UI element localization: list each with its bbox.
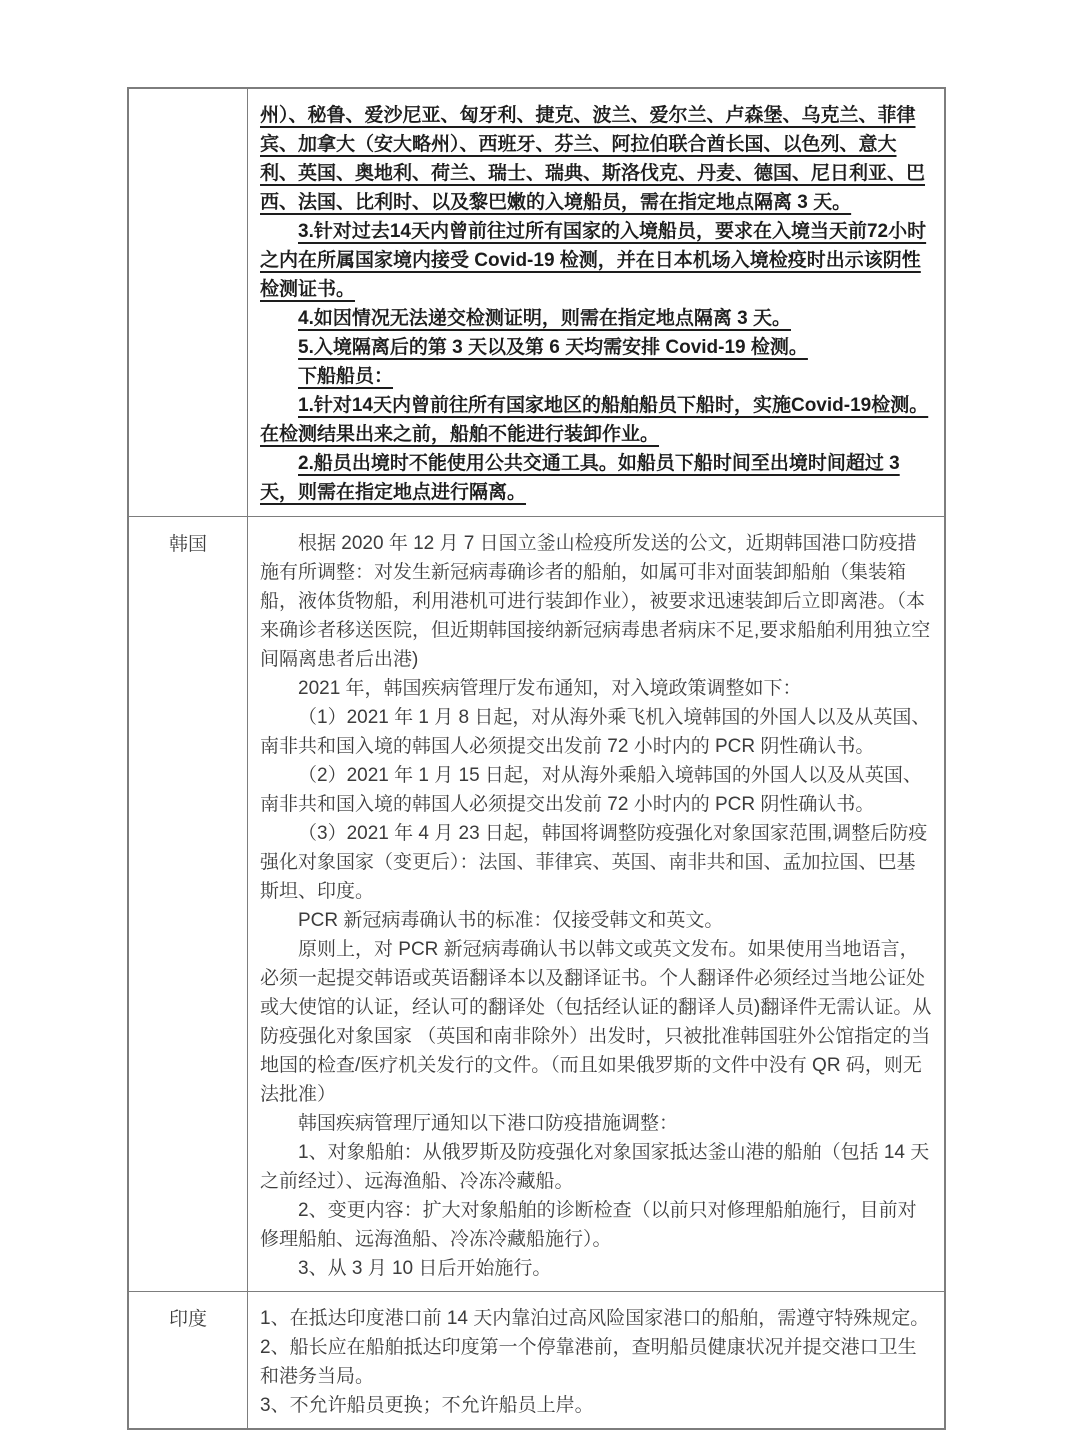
policy-paragraph: 2、变更内容：扩大对象船舶的诊断检查（以前只对修理船舶施行，目前对修理船舶、远海渔船、冷冻冷藏船施行）。 [260,1200,917,1250]
policy-paragraph: 原则上，对 PCR 新冠病毒确认书以韩文或英文发布。如果使用当地语言，必须一起提交韩语或英语翻译本以及翻译证书。个人翻译件必须经过当地公证处或大使馆的认证，经认可的翻译处（包括经认证的翻译人员)翻译件无需认证。从防疫强化对象国家 （英国和南非除外）出发时，只被批准韩国驻外公馆指定的当地国的检查/医疗机关发行的文件。（而且如果俄罗斯的文件中没有 QR 码，则无法批准） [260,939,932,1105]
policy-paragraph: 韩国疾病管理厅通知以下港口防疫措施调整： [298,1113,679,1134]
country-cell-korea: 韩国 [129,517,248,1291]
policy-paragraph: 2.船员出境时不能使用公共交通工具。如船员下船时间至出境时间超过 3 天，则需在指定地点进行隔离。 [260,453,900,503]
policy-paragraph: 州）、秘鲁、爱沙尼亚、匈牙利、捷克、波兰、爱尔兰、卢森堡、乌克兰、菲律宾、加拿大（安大略州）、西班牙、芬兰、阿拉伯联合酋长国、以色列、意大利、英国、奥地利、荷兰、瑞士、瑞典、斯洛伐克、丹麦、德国、尼日利亚、巴西、法国、比利时、以及黎巴嫩的入境船员，需在指定地点隔离 3 天。 [260,105,926,213]
policy-paragraph: 下船船员： [298,366,394,387]
policy-paragraph: （3）2021 年 4 月 23 日起，韩国将调整防疫强化对象国家范围,调整后防疫强化对象国家（变更后）：法国、菲律宾、英国、南非共和国、孟加拉国、巴基斯坦、印度。 [260,823,928,902]
policy-paragraph: 4.如因情况无法递交检测证明，则需在指定地点隔离 3 天。 [298,308,791,329]
policy-cell-india [248,1292,944,1428]
policy-paragraph: 3、不允许船员更换；不允许船员上岸。 [260,1395,594,1416]
policy-paragraph: 根据 2020 年 12 月 7 日国立釜山检疫所发送的公文，近期韩国港口防疫措施有所调整：对发生新冠病毒确诊者的船舶，如属可非对面装卸船舶（集装箱船，液体货物船，利用港机可进行装卸作业），被要求迅速装卸后立即离港。（本来确诊者移送医院，但近期韩国接纳新冠病毒患者病床不足,要求船舶利用独立空间隔离患者后出港) [260,533,931,670]
table-row-korea [129,517,944,1292]
policy-cell-korea [248,517,944,1291]
table-row-japan-continued [129,89,944,517]
country-cell-empty [129,89,248,516]
policy-paragraph: 1.针对14天内曾前往所有国家地区的船舶船员下船时，实施Covid-19检测。在检测结果出来之前，船舶不能进行装卸作业。 [260,395,929,445]
policy-paragraph: （2）2021 年 1 月 15 日起，对从海外乘船入境韩国的外国人以及从英国、南非共和国入境的韩国人必须提交出发前 72 小时内的 PCR 阴性确认书。 [260,765,922,815]
policy-paragraph: 1、在抵达印度港口前 14 天内靠泊过高风险国家港口的船舶，需遵守特殊规定。 [260,1308,930,1329]
policy-paragraph: 2021 年，韩国疾病管理厅发布通知，对入境政策调整如下： [298,678,802,699]
port-epidemic-policy-table [127,87,946,1430]
policy-paragraph: PCR 新冠病毒确认书的标准：仅接受韩文和英文。 [298,910,724,931]
policy-paragraph: 5.入境隔离后的第 3 天以及第 6 天均需安排 Covid-19 检测。 [298,337,808,358]
policy-paragraph: 3.针对过去14天内曾前往过所有国家的入境船员，要求在入境当天前72小时之内在所属国家境内接受 Covid-19 检测，并在日本机场入境检疫时出示该阴性检测证书。 [260,221,927,300]
table-row-india [129,1292,944,1428]
country-cell-india: 印度 [129,1292,248,1428]
policy-paragraph: 3、从 3 月 10 日后开始施行。 [298,1258,552,1279]
policy-cell-japan [248,89,944,516]
policy-paragraph: 2、船长应在船舶抵达印度第一个停靠港前，查明船员健康状况并提交港口卫生和港务当局。 [260,1337,917,1387]
policy-paragraph: （1）2021 年 1 月 8 日起，对从海外乘飞机入境韩国的外国人以及从英国、南非共和国入境的韩国人必须提交出发前 72 小时内的 PCR 阴性确认书。 [260,707,931,757]
policy-paragraph: 1、对象船舶：从俄罗斯及防疫强化对象国家抵达釜山港的船舶（包括 14 天之前经过）、远海渔船、冷冻冷藏船。 [260,1142,930,1192]
